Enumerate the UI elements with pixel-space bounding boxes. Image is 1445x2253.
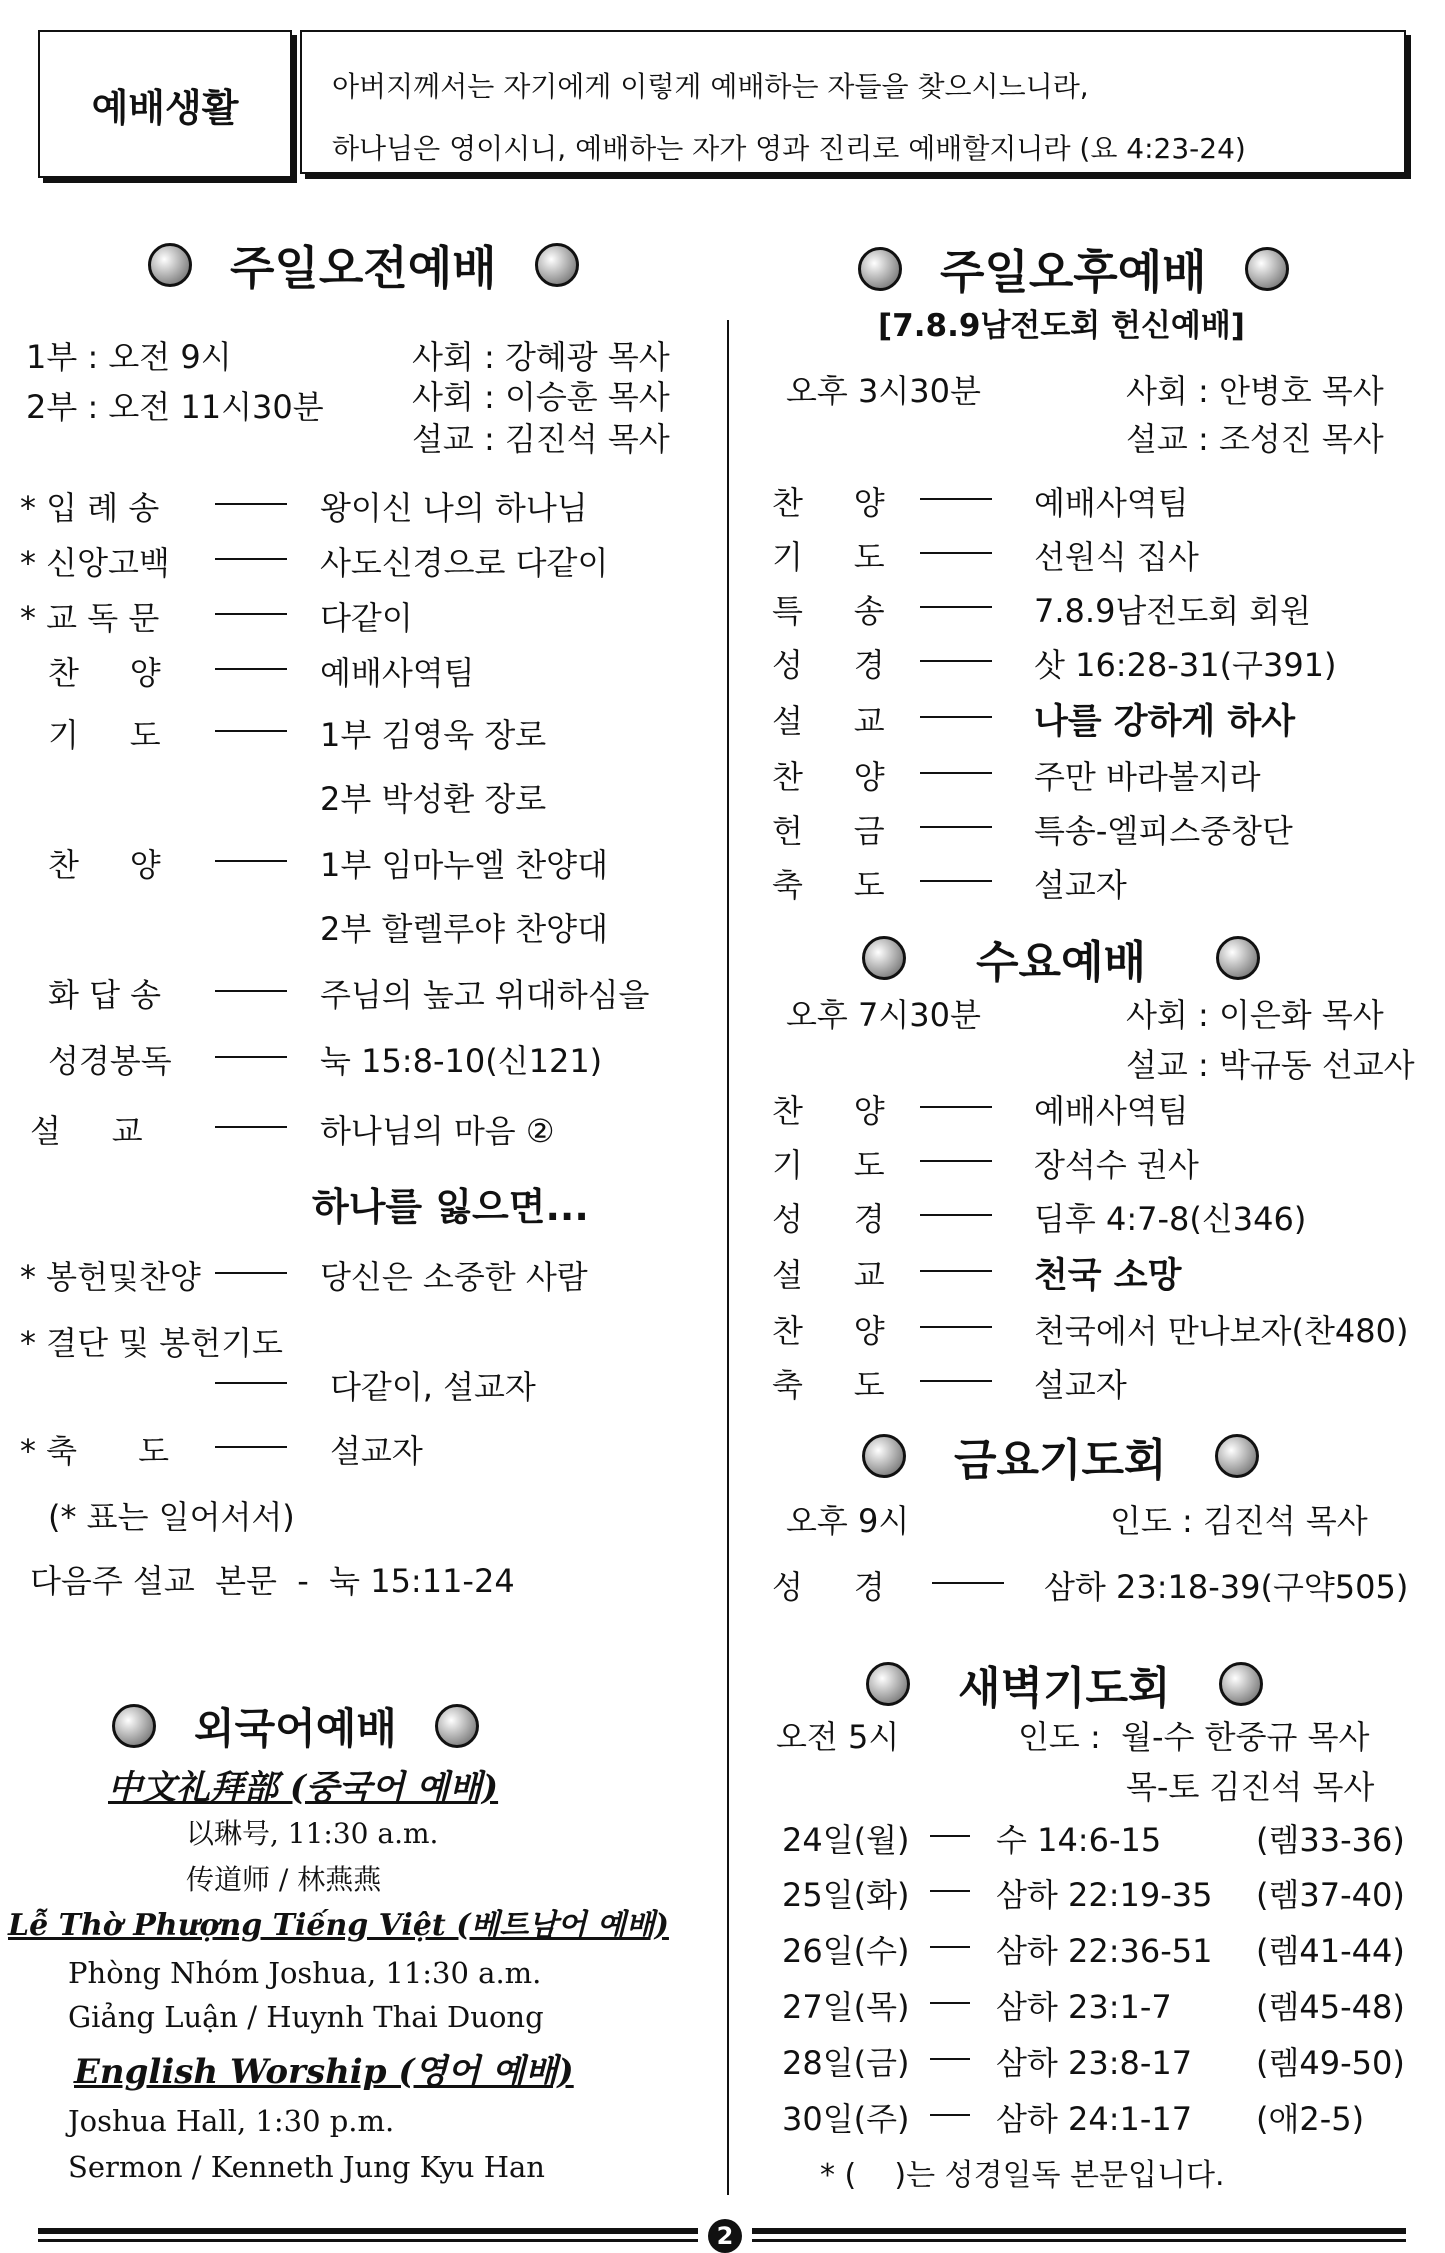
friday-title: 금요기도회 <box>862 1424 1259 1488</box>
foreign-title: 외국어예배 <box>112 1696 479 1756</box>
morning-leader-1: 사회 : 강혜광 목사 <box>412 338 670 376</box>
bullet-ball-icon <box>1219 1662 1263 1706</box>
order-label: 성경봉독 <box>48 1042 172 1080</box>
order-label: 찬 양 <box>48 654 161 692</box>
standing-note: (* 표는 일어서서) <box>48 1498 295 1536</box>
friday-time: 오후 9시 <box>786 1502 910 1540</box>
vietnamese-line-1: Phòng Nhóm Joshua, 11:30 a.m. <box>68 1956 542 1990</box>
order-label: 찬 양 <box>772 484 885 522</box>
separator-dash <box>215 503 287 505</box>
order-value: 딤후 4:7-8(신346) <box>1034 1200 1307 1238</box>
morning-time-1: 1부 : 오전 9시 <box>26 338 232 376</box>
dawn-text: 삼하 22:19-35 <box>996 1876 1213 1914</box>
order-label: 성 경 <box>772 1200 885 1238</box>
separator-dash <box>920 552 992 554</box>
benediction-value: 설교자 <box>330 1432 423 1470</box>
order-label: 기 도 <box>772 1146 885 1184</box>
dawn-text: 삼하 22:36-51 <box>996 1932 1213 1970</box>
footer-rule-left <box>38 2228 698 2242</box>
order-value: 선원식 집사 <box>1034 538 1199 576</box>
bullet-ball-icon <box>1215 1434 1259 1478</box>
separator-dash <box>920 660 992 662</box>
dawn-day: 26일(수) <box>782 1932 910 1970</box>
morning-preacher: 설교 : 김진석 목사 <box>412 420 670 458</box>
footer-rule-right <box>752 2228 1406 2242</box>
order-label: 설 교 <box>30 1112 143 1150</box>
bullet-ball-icon <box>112 1704 156 1748</box>
separator-dash <box>215 1126 287 1128</box>
dawn-ref: (렘41-44) <box>1256 1932 1405 1970</box>
separator-dash <box>215 613 287 615</box>
order-value: 설교자 <box>1034 866 1127 904</box>
dawn-ref: (렘45-48) <box>1256 1988 1405 2026</box>
dawn-day: 25일(화) <box>782 1876 910 1914</box>
offering-label: * 봉헌및찬양 <box>20 1258 201 1296</box>
separator-dash <box>215 1272 287 1274</box>
order-value: 왕이신 나의 하나님 <box>320 489 588 527</box>
order-label: 축 도 <box>772 866 885 904</box>
separator-dash <box>215 1446 287 1448</box>
dawn-day: 30일(주) <box>782 2100 910 2138</box>
order-label: 찬 양 <box>772 1312 885 1350</box>
verse-line-1: 아버지께서는 자기에게 이렇게 예배하는 자들을 찾으시느니라, <box>332 70 1089 103</box>
afternoon-preacher: 설교 : 조성진 목사 <box>1126 420 1384 458</box>
order-label: 헌 금 <box>772 812 885 850</box>
chinese-title: 中文礼拜部 (중국어 예배) <box>108 1768 499 1808</box>
separator-dash <box>920 1326 992 1328</box>
order-label: 기 도 <box>772 538 885 576</box>
order-label: 찬 양 <box>772 758 885 796</box>
order-value: 특송-엘피스중창단 <box>1034 812 1293 850</box>
order-value: 삿 16:28-31(구391) <box>1034 646 1337 684</box>
vietnamese-line-2: Giảng Luận / Huynh Thai Duong <box>68 2000 544 2034</box>
dawn-leader-1: 인도 : 월-수 한중규 목사 <box>1018 1718 1370 1756</box>
english-line-1: Joshua Hall, 1:30 p.m. <box>68 2104 395 2138</box>
bullet-ball-icon <box>535 243 579 287</box>
order-value: 설교자 <box>1034 1366 1127 1404</box>
wednesday-preacher: 설교 : 박규동 선교사 <box>1126 1046 1415 1084</box>
dawn-text: 삼하 23:8-17 <box>996 2044 1193 2082</box>
next-week-text: 다음주 설교 본문 - 눅 15:11-24 <box>30 1562 515 1600</box>
dawn-ref: (렘33-36) <box>1256 1821 1405 1859</box>
separator-dash <box>932 1582 1004 1584</box>
order-value: 장석수 권사 <box>1034 1146 1199 1184</box>
dawn-text: 수 14:6-15 <box>996 1821 1162 1859</box>
order-value: 1부 김영욱 장로 <box>320 716 547 754</box>
separator-dash <box>215 990 287 992</box>
separator-dash <box>215 1382 287 1384</box>
order-value: 예배사역팀 <box>320 654 475 692</box>
chinese-line-1: 以琳号, 11:30 a.m. <box>186 1817 439 1850</box>
order-value-2: 2부 박성환 장로 <box>320 780 547 818</box>
separator-dash <box>215 730 287 732</box>
morning-sermon-title: 하나를 잃으면... <box>312 1185 589 1229</box>
friday-leader: 인도 : 김진석 목사 <box>1110 1502 1368 1540</box>
separator-dash <box>920 1160 992 1162</box>
separator-dash <box>920 498 992 500</box>
verse-line-2: 하나님은 영이시니, 예배하는 자가 영과 진리로 예배할지니라 (요 4:23-24) <box>332 132 1246 165</box>
separator-dash <box>930 2114 970 2116</box>
separator-dash <box>930 2002 970 2004</box>
morning-leader-2: 사회 : 이승훈 목사 <box>412 378 670 416</box>
bullet-ball-icon <box>1216 936 1260 980</box>
dawn-title: 새벽기도회 <box>866 1652 1263 1716</box>
order-label: 설 교 <box>772 702 885 740</box>
bullet-ball-icon <box>435 1704 479 1748</box>
dawn-text: 삼하 24:1-17 <box>996 2100 1193 2138</box>
offering-value: 당신은 소중한 사람 <box>320 1258 588 1296</box>
order-value: 주만 바라볼지라 <box>1034 758 1261 796</box>
order-value: 7.8.9남전도회 회원 <box>1034 592 1312 630</box>
order-value: 눅 15:8-10(신121) <box>320 1042 603 1080</box>
separator-dash <box>930 1890 970 1892</box>
order-value: 천국에서 만나보자(찬480) <box>1034 1312 1409 1350</box>
bullet-ball-icon <box>866 1662 910 1706</box>
benediction-label: * 축 도 <box>20 1432 170 1470</box>
separator-dash <box>920 1214 992 1216</box>
order-label: 성 경 <box>772 646 885 684</box>
column-divider <box>727 320 729 2195</box>
separator-dash <box>920 880 992 882</box>
order-label: 찬 양 <box>772 1092 885 1130</box>
header-verse-box <box>300 30 1406 174</box>
dawn-time: 오전 5시 <box>776 1718 900 1756</box>
bullet-ball-icon <box>148 243 192 287</box>
order-label: * 입 례 송 <box>20 489 160 527</box>
bullet-ball-icon <box>862 1434 906 1478</box>
friday-scripture-value: 삼하 23:18-39(구약505) <box>1044 1568 1409 1606</box>
chinese-line-2: 传道师 / 林燕燕 <box>186 1863 382 1896</box>
english-line-2: Sermon / Kenneth Jung Kyu Han <box>68 2150 545 2184</box>
separator-dash <box>920 772 992 774</box>
order-value: 다같이 <box>320 599 413 637</box>
decision-label: * 결단 및 봉헌기도 <box>20 1324 283 1362</box>
afternoon-time: 오후 3시30분 <box>786 372 981 410</box>
separator-dash <box>920 606 992 608</box>
separator-dash <box>920 1270 992 1272</box>
bullet-ball-icon <box>862 936 906 980</box>
header-label-box <box>38 30 292 178</box>
dawn-note: * ( )는 성경일독 본문입니다. <box>820 2158 1225 2193</box>
order-label: 설 교 <box>772 1256 885 1294</box>
order-label: 화 답 송 <box>48 976 162 1014</box>
order-value: 예배사역팀 <box>1034 484 1189 522</box>
wednesday-title: 수요예배 <box>862 926 1260 990</box>
separator-dash <box>930 1835 970 1837</box>
order-value-2: 2부 할렐루야 찬양대 <box>320 910 608 948</box>
order-value: 1부 임마누엘 찬양대 <box>320 846 608 884</box>
order-label: 축 도 <box>772 1366 885 1404</box>
afternoon-subtitle: [7.8.9남전도회 헌신예배] <box>878 308 1245 344</box>
separator-dash <box>215 860 287 862</box>
separator-dash <box>930 2058 970 2060</box>
friday-scripture-label: 성 경 <box>772 1568 885 1606</box>
dawn-day: 28일(금) <box>782 2044 910 2082</box>
header-label: 예배생활 <box>91 85 239 130</box>
bullet-ball-icon <box>1245 247 1289 291</box>
separator-dash <box>920 826 992 828</box>
order-value: 주님의 높고 위대하심을 <box>320 976 650 1014</box>
dawn-leader-2: 목-토 김진석 목사 <box>1126 1768 1375 1806</box>
dawn-text: 삼하 23:1-7 <box>996 1988 1172 2026</box>
order-value: 나를 강하게 하사 <box>1034 702 1296 742</box>
decision-value: 다같이, 설교자 <box>330 1368 536 1406</box>
dawn-ref: (애2-5) <box>1256 2100 1365 2138</box>
order-label: 기 도 <box>48 716 161 754</box>
order-value: 천국 소망 <box>1034 1256 1182 1296</box>
vietnamese-title: Lễ Thờ Phượng Tiếng Việt (베트남어 예배) <box>8 1908 669 1943</box>
dawn-day: 24일(월) <box>782 1821 910 1859</box>
page-number: 2 <box>708 2219 742 2253</box>
order-value: 사도신경으로 다같이 <box>320 544 609 582</box>
separator-dash <box>920 1380 992 1382</box>
order-value: 하나님의 마음 ② <box>320 1112 555 1150</box>
order-label: * 신앙고백 <box>20 544 170 582</box>
separator-dash <box>930 1946 970 1948</box>
order-label: 찬 양 <box>48 846 161 884</box>
afternoon-title: 주일오후예배 <box>858 236 1289 302</box>
dawn-ref: (렘37-40) <box>1256 1876 1405 1914</box>
separator-dash <box>215 1056 287 1058</box>
morning-time-2: 2부 : 오전 11시30분 <box>26 388 324 426</box>
order-label: 특 송 <box>772 592 885 630</box>
separator-dash <box>920 716 992 718</box>
morning-title: 주일오전예배 <box>148 232 579 298</box>
dawn-ref: (렘49-50) <box>1256 2044 1405 2082</box>
separator-dash <box>920 1106 992 1108</box>
wednesday-time: 오후 7시30분 <box>786 996 981 1034</box>
wednesday-leader: 사회 : 이은화 목사 <box>1126 996 1384 1034</box>
afternoon-leader: 사회 : 안병호 목사 <box>1126 372 1384 410</box>
bullet-ball-icon <box>858 247 902 291</box>
english-title: English Worship (영어 예배) <box>74 2052 574 2092</box>
order-label: * 교 독 문 <box>20 599 160 637</box>
separator-dash <box>215 558 287 560</box>
order-value: 예배사역팀 <box>1034 1092 1189 1130</box>
dawn-day: 27일(목) <box>782 1988 910 2026</box>
separator-dash <box>215 668 287 670</box>
